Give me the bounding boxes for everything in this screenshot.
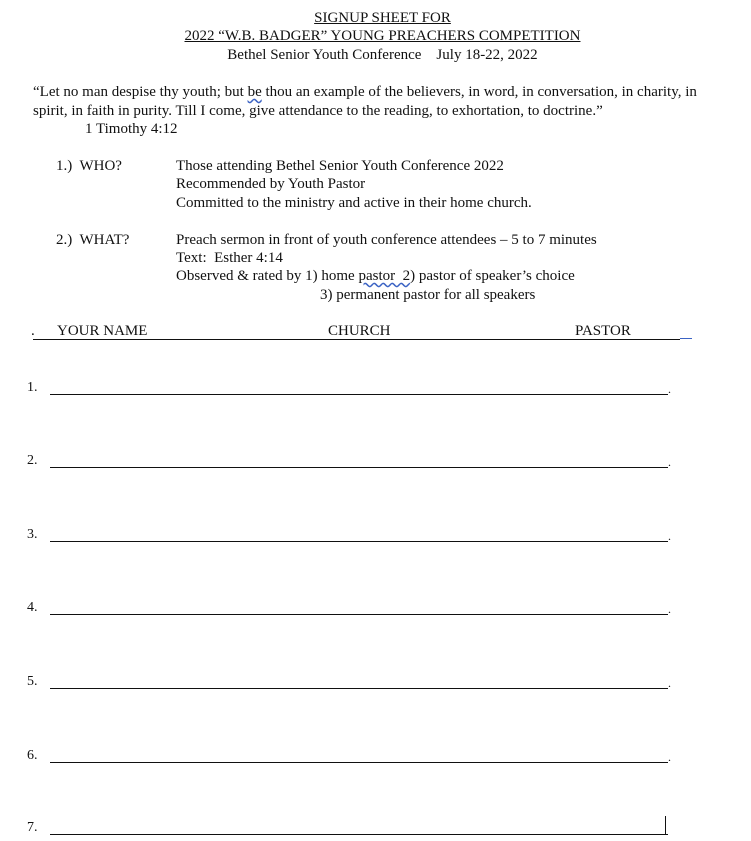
who-line-3: Committed to the ministry and active in their home church.	[176, 195, 532, 211]
row-number-5: 5.	[27, 674, 38, 689]
column-header-name: YOUR NAME	[57, 323, 148, 339]
scripture-quote	[33, 83, 733, 121]
signup-line-2[interactable]	[50, 467, 668, 468]
quote-text-start: “Let no man despise thy youth; but	[33, 84, 248, 100]
text-cursor	[665, 816, 666, 834]
what-line-1: Preach sermon in front of youth conference attendees – 5 to 7 minutes	[176, 232, 597, 248]
what-line-3-end: ) pastor of speaker’s choice	[410, 268, 575, 284]
header-leading-dot: .	[31, 323, 35, 339]
what-line-2: Text: Esther 4:14	[176, 250, 283, 266]
row-number-4: 4.	[27, 600, 38, 615]
who-label: 1.) WHO?	[56, 158, 122, 174]
row-end-dot-2: .	[668, 455, 671, 469]
column-header-church: CHURCH	[328, 323, 391, 339]
what-label: 2.) WHAT?	[56, 232, 130, 248]
row-end-dot-1: .	[668, 382, 671, 396]
row-number-3: 3.	[27, 527, 38, 542]
row-number-2: 2.	[27, 453, 38, 468]
row-end-dot-6: .	[668, 750, 671, 764]
signup-line-4[interactable]	[50, 614, 668, 615]
title-line-1: SIGNUP SHEET FOR	[314, 10, 451, 26]
header-underline-mark	[680, 338, 692, 339]
row-end-dot-5: .	[668, 676, 671, 690]
signup-line-1[interactable]	[50, 394, 668, 395]
row-number-6: 6.	[27, 748, 38, 763]
what-line-3	[176, 268, 575, 285]
title-line-3: Bethel Senior Youth Conference July 18-22, 2022	[227, 47, 538, 63]
quote-text-end: thou an example of the believers, in word, in conversation, in charity, in spirit, in faith in purity. Till I come, give attendance to the reading, to exhortation, to doctrine.”	[33, 84, 697, 119]
who-line-1: Those attending Bethel Senior Youth Conference 2022	[176, 158, 504, 174]
who-line-2: Recommended by Youth Pastor	[176, 176, 366, 192]
row-end-dot-4: .	[668, 602, 671, 616]
title-line-2: 2022 “W.B. BADGER” YOUNG PREACHERS COMPETITION	[184, 28, 581, 44]
signup-line-3[interactable]	[50, 541, 668, 542]
row-number-7: 7.	[27, 820, 38, 835]
what-line-4: 3) permanent pastor for all speakers	[320, 287, 536, 303]
what-line-3-start: Observed & rated by 1) home	[176, 268, 359, 284]
scripture-reference: 1 Timothy 4:12	[85, 121, 178, 137]
row-end-dot-3: .	[668, 529, 671, 543]
signup-line-6[interactable]	[50, 762, 668, 763]
row-number-1: 1.	[27, 380, 38, 395]
quote-word-be: be	[247, 84, 262, 100]
signup-line-5[interactable]	[50, 688, 668, 689]
what-word-pastor: pastor 2	[358, 268, 411, 284]
header-underline	[33, 339, 680, 340]
signup-line-7[interactable]	[50, 834, 668, 835]
column-header-pastor: PASTOR	[575, 323, 631, 339]
